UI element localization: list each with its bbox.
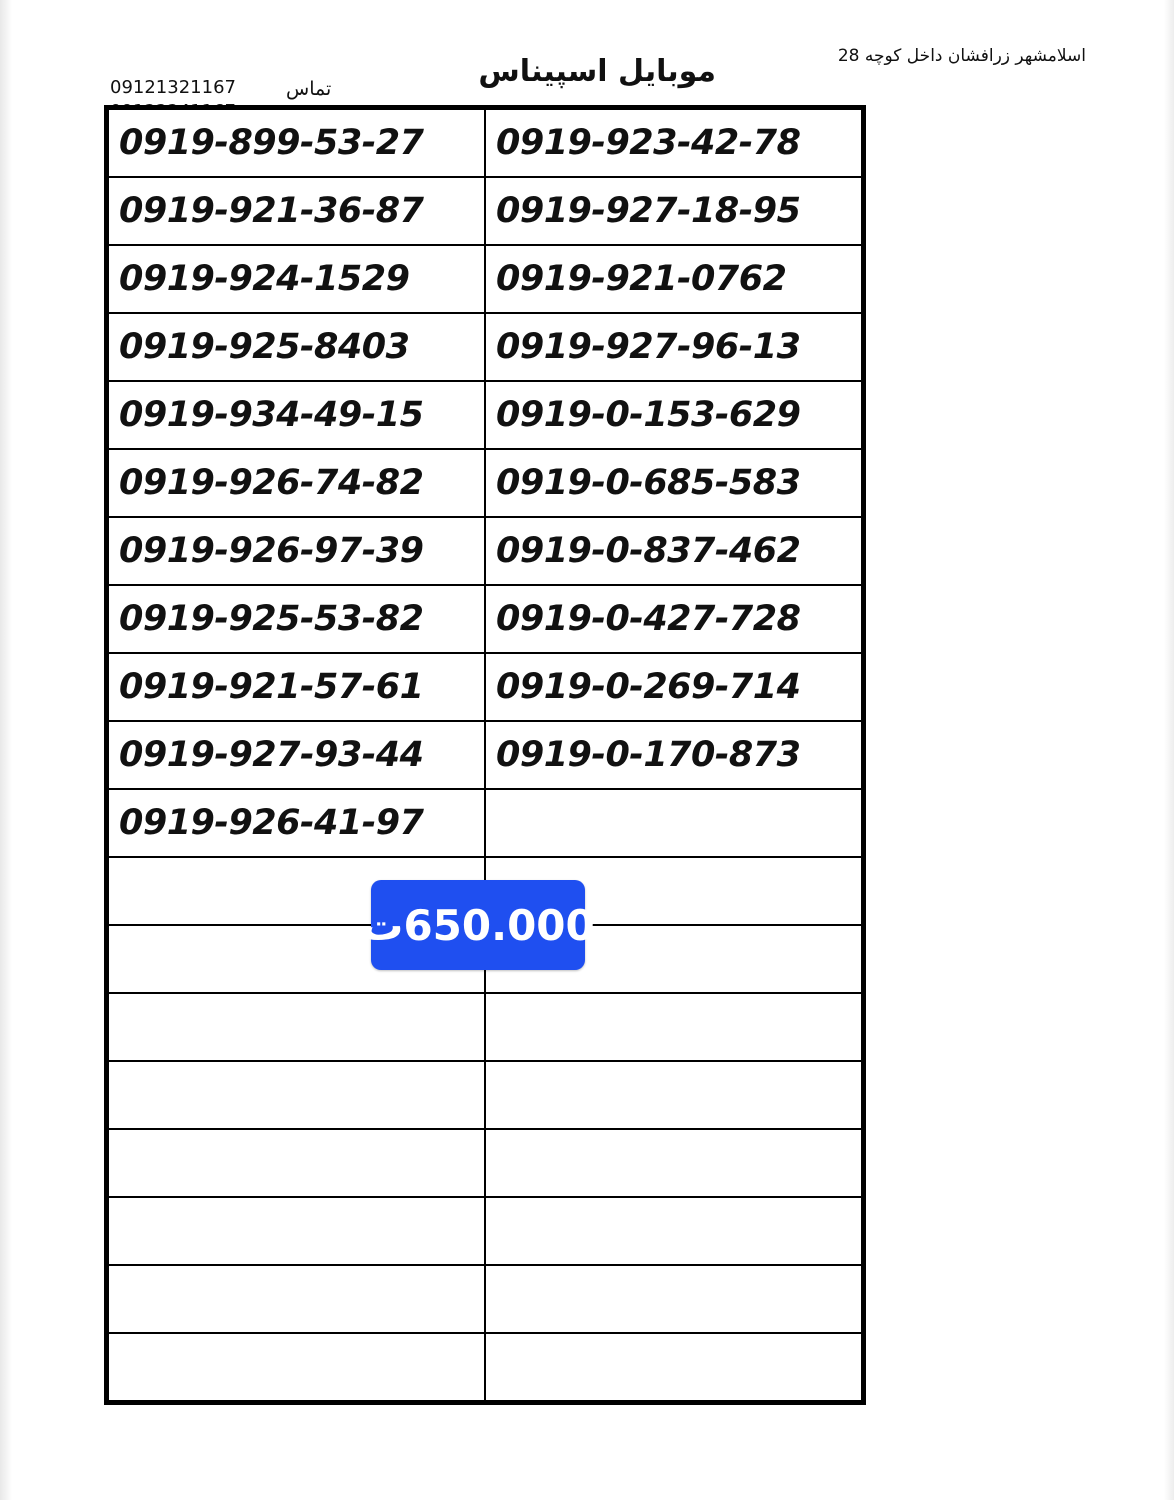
table-row — [108, 177, 862, 245]
phone-number-cell[interactable]: 0919-0-153-629 — [485, 381, 862, 449]
phone-number-cell[interactable] — [485, 1129, 862, 1197]
phone-number-cell[interactable]: 0919-926-41-97 — [108, 789, 485, 857]
phone-number-cell[interactable] — [485, 993, 862, 1061]
table-row — [108, 1333, 862, 1401]
phone-number-cell[interactable]: 0919-0-269-714 — [485, 653, 862, 721]
contact-label: تماس — [286, 78, 332, 100]
price-badge: 650.000ت — [371, 880, 585, 970]
document-header — [0, 34, 1174, 104]
phone-number-cell[interactable]: 0919-921-57-61 — [108, 653, 485, 721]
phone-number-cell[interactable]: 0919-926-97-39 — [108, 517, 485, 585]
table-row — [108, 1197, 862, 1265]
table-row — [108, 585, 862, 653]
phone-number-cell[interactable]: 0919-921-0762 — [485, 245, 862, 313]
table-row — [108, 653, 862, 721]
table-row — [108, 109, 862, 177]
phone-number-cell[interactable]: 0919-926-74-82 — [108, 449, 485, 517]
numbers-table — [107, 108, 863, 1402]
phone-number-cell[interactable]: 0919-0-685-583 — [485, 449, 862, 517]
table-row — [108, 245, 862, 313]
phone-number-cell[interactable]: 0919-0-170-873 — [485, 721, 862, 789]
table-row — [108, 517, 862, 585]
phone-number-table — [104, 105, 866, 1405]
numbers-table-body — [108, 109, 862, 1401]
phone-number-cell[interactable] — [485, 789, 862, 857]
table-row — [108, 449, 862, 517]
phone-number-cell[interactable] — [108, 993, 485, 1061]
table-row — [108, 789, 862, 857]
phone-number-cell[interactable]: 0919-923-42-78 — [485, 109, 862, 177]
table-row — [108, 381, 862, 449]
phone-number-cell[interactable] — [108, 1061, 485, 1129]
phone-number-cell[interactable] — [485, 1061, 862, 1129]
phone-number-cell[interactable] — [108, 1197, 485, 1265]
contact-phone-1: 09121321167 — [110, 77, 236, 98]
table-row — [108, 1061, 862, 1129]
phone-number-cell[interactable] — [485, 1265, 862, 1333]
table-row — [108, 1129, 862, 1197]
table-row — [108, 721, 862, 789]
table-row — [108, 313, 862, 381]
phone-number-cell[interactable] — [108, 1129, 485, 1197]
phone-number-cell[interactable]: 0919-924-1529 — [108, 245, 485, 313]
phone-number-cell[interactable]: 0919-925-53-82 — [108, 585, 485, 653]
phone-number-cell[interactable]: 0919-934-49-15 — [108, 381, 485, 449]
phone-number-cell[interactable]: 0919-899-53-27 — [108, 109, 485, 177]
table-row — [108, 1265, 862, 1333]
table-row — [108, 993, 862, 1061]
phone-number-cell[interactable]: 0919-927-96-13 — [485, 313, 862, 381]
shop-title: موبایل اسپیناس — [478, 54, 716, 89]
phone-number-cell[interactable]: 0919-0-837-462 — [485, 517, 862, 585]
phone-number-cell[interactable]: 0919-921-36-87 — [108, 177, 485, 245]
phone-number-cell[interactable]: 0919-925-8403 — [108, 313, 485, 381]
phone-number-cell[interactable] — [485, 1197, 862, 1265]
phone-number-cell[interactable] — [108, 1265, 485, 1333]
phone-number-cell[interactable] — [108, 1333, 485, 1401]
phone-number-cell[interactable]: 0919-0-427-728 — [485, 585, 862, 653]
shop-address: اسلامشهر زرافشان داخل کوچه 28 — [837, 46, 1086, 66]
phone-number-cell[interactable]: 0919-927-18-95 — [485, 177, 862, 245]
phone-number-cell[interactable] — [485, 1333, 862, 1401]
phone-number-cell[interactable]: 0919-927-93-44 — [108, 721, 485, 789]
